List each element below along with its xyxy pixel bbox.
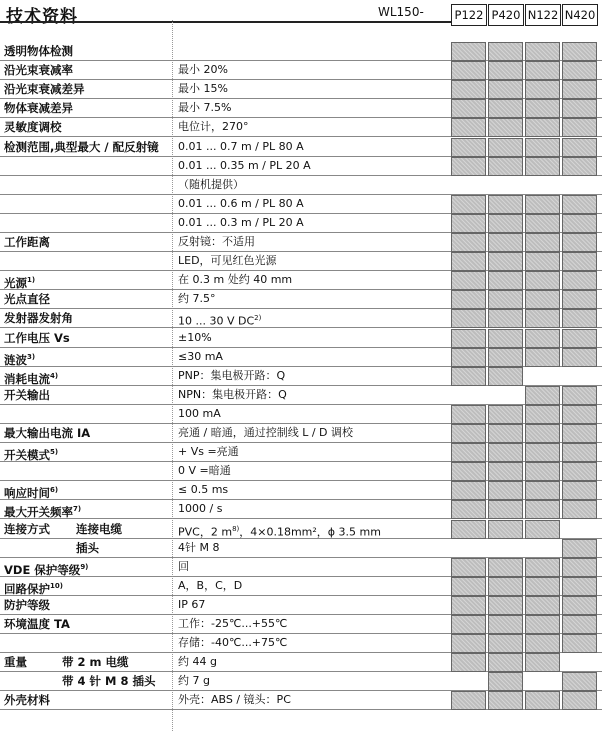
- applicability-cell-P420: [488, 99, 523, 118]
- applicability-cell-N122: [525, 118, 560, 137]
- spec-row: [0, 289, 602, 309]
- applicability-cell-N122: [525, 500, 560, 519]
- spec-label: 外壳材料: [4, 693, 50, 708]
- spec-value: [178, 690, 291, 709]
- applicability-cell-P420: [488, 672, 523, 691]
- applicability-cell-N122: [525, 214, 560, 233]
- spec-row: [0, 652, 602, 672]
- column-header-0: P122: [451, 4, 487, 26]
- applicability-cell-N122: [525, 443, 560, 462]
- spec-value: [178, 652, 217, 671]
- spec-row: [0, 270, 602, 290]
- spec-value: [178, 671, 210, 690]
- spec-value-text: 10 ... 30 V DC: [178, 315, 255, 329]
- applicability-cell-P122: [451, 214, 486, 233]
- spec-value: [178, 347, 223, 366]
- header-rule: [0, 21, 456, 23]
- applicability-cell-N420: [562, 80, 597, 99]
- spec-value-text: 回: [178, 559, 189, 573]
- applicability-cell-N122: [525, 481, 560, 500]
- spec-row: [0, 156, 602, 176]
- applicability-cell-P420: [488, 195, 523, 214]
- spec-value: [178, 251, 277, 270]
- spec-value-text: LED，可见红色光源: [178, 254, 277, 268]
- spec-value-text: 0.01 ... 0.3 m / PL 20 A: [178, 215, 304, 229]
- applicability-cell-N420: [562, 424, 597, 443]
- spec-value: [178, 538, 219, 557]
- spec-value-text: （随机提供）: [178, 177, 244, 191]
- spec-label: 沿光束衰减差异: [4, 82, 85, 97]
- spec-value: [178, 232, 255, 251]
- applicability-cell-N420: [562, 539, 597, 558]
- applicability-cell-N420: [562, 271, 597, 290]
- applicability-cell-P122: [451, 596, 486, 615]
- spec-value-text: IP 67: [178, 597, 206, 611]
- applicability-cell-N122: [525, 634, 560, 653]
- spec-value: [178, 595, 205, 614]
- applicability-cell-P122: [451, 520, 486, 539]
- applicability-cell-N122: [525, 405, 560, 424]
- applicability-cell-N122: [525, 558, 560, 577]
- spec-row: [0, 194, 602, 214]
- applicability-cell-P122: [451, 691, 486, 710]
- applicability-cell-N420: [562, 558, 597, 577]
- footnote-ref: 3): [27, 352, 36, 361]
- applicability-cell-P122: [451, 405, 486, 424]
- applicability-cell-P122: [451, 367, 486, 386]
- spec-label: 工作电压 Vs: [4, 330, 70, 345]
- footnote-ref: 7): [73, 505, 82, 514]
- spec-value-text: 0 V =暗通: [178, 464, 231, 478]
- applicability-cell-P122: [451, 615, 486, 634]
- spec-sublabel: 带 4 针 M 8 插头: [62, 674, 156, 689]
- spec-value: [178, 385, 287, 404]
- spec-value-text: 0.01 ... 0.7 m / PL 80 A: [178, 139, 304, 153]
- applicability-cell-P122: [451, 577, 486, 596]
- spec-value: [178, 614, 287, 633]
- column-header-2: N122: [525, 4, 561, 26]
- applicability-cell-P122: [451, 61, 486, 80]
- applicability-cell-N122: [525, 61, 560, 80]
- spec-value: [178, 423, 353, 442]
- footnote-ref: 6): [50, 486, 59, 495]
- applicability-cell-N122: [525, 596, 560, 615]
- applicability-cell-N420: [562, 252, 597, 271]
- spec-value: [178, 175, 244, 194]
- applicability-cell-N420: [562, 386, 597, 405]
- spec-row: [0, 557, 602, 577]
- applicability-cell-N122: [525, 424, 560, 443]
- applicability-cell-N122: [525, 653, 560, 672]
- spec-row: [0, 576, 602, 596]
- spec-row: [0, 251, 602, 271]
- applicability-cell-N122: [525, 252, 560, 271]
- spec-value: [178, 60, 228, 79]
- applicability-cell-P420: [488, 214, 523, 233]
- spec-label: VDE 保护等级$^{9)}$: [4, 562, 89, 577]
- spec-row: [0, 423, 602, 443]
- applicability-cell-P420: [488, 615, 523, 634]
- applicability-cell-P420: [488, 61, 523, 80]
- applicability-cell-N420: [562, 405, 597, 424]
- spec-value: [178, 289, 216, 308]
- applicability-cell-N122: [525, 290, 560, 309]
- applicability-cell-N420: [562, 42, 597, 61]
- spec-value-text: 存储：-40℃...+75℃: [178, 636, 288, 650]
- applicability-cell-P122: [451, 138, 486, 157]
- spec-row: [0, 60, 602, 80]
- spec-value-text: 反射镜：不适用: [178, 235, 255, 248]
- spec-label: 物体衰减差异: [4, 101, 73, 116]
- spec-value-text: NPN：集电极开路：Q: [178, 387, 287, 401]
- applicability-cell-P420: [488, 309, 523, 328]
- applicability-cell-P122: [451, 195, 486, 214]
- applicability-cell-P420: [488, 80, 523, 99]
- applicability-cell-N122: [525, 348, 560, 367]
- applicability-cell-P420: [488, 233, 523, 252]
- applicability-cell-P122: [451, 558, 486, 577]
- applicability-cell-P420: [488, 653, 523, 672]
- applicability-cell-P122: [451, 252, 486, 271]
- column-header-3: N420: [562, 4, 598, 26]
- applicability-cell-N420: [562, 615, 597, 634]
- applicability-cell-N420: [562, 118, 597, 137]
- applicability-cell-P420: [488, 367, 523, 386]
- spec-value: [178, 404, 221, 423]
- spec-value: [178, 576, 242, 595]
- applicability-cell-N420: [562, 290, 597, 309]
- applicability-cell-P420: [488, 520, 523, 539]
- spec-row: [0, 98, 602, 118]
- applicability-cell-P420: [488, 348, 523, 367]
- applicability-cell-N122: [525, 80, 560, 99]
- spec-label: 工作距离: [4, 235, 50, 249]
- spec-label: 光点直径: [4, 292, 50, 307]
- applicability-cell-N122: [525, 386, 560, 405]
- applicability-cell-N420: [562, 500, 597, 519]
- spec-value: [178, 194, 304, 213]
- applicability-cell-P122: [451, 424, 486, 443]
- applicability-cell-N122: [525, 520, 560, 539]
- spec-label: 检测范围,典型最大 / 配反射镜: [4, 139, 159, 154]
- applicability-cell-N420: [562, 157, 597, 176]
- spec-label: 消耗电流$^{4)}$: [4, 371, 59, 386]
- spec-value-tail: ，4×0.18mm²，ϕ 3.5 mm: [239, 525, 381, 539]
- spec-label: 开关模式$^{5)}$: [4, 447, 59, 462]
- spec-value-text: PNP：集电极开路：Q: [178, 368, 286, 382]
- applicability-cell-N420: [562, 348, 597, 367]
- applicability-cell-N420: [562, 61, 597, 80]
- spec-label: 灵敏度调校: [4, 120, 62, 135]
- spec-value-text: 工作：-25℃...+55℃: [178, 617, 288, 630]
- spec-row: [0, 385, 602, 405]
- footnote-ref: 5): [50, 448, 59, 457]
- spec-value-text: 在 0.3 m 处约 40 mm: [178, 273, 293, 287]
- spec-value-text: ±10%: [178, 330, 212, 344]
- applicability-cell-P122: [451, 462, 486, 481]
- spec-value: [178, 79, 228, 98]
- spec-row: [0, 633, 602, 653]
- applicability-cell-P122: [451, 481, 486, 500]
- spec-value: [178, 480, 228, 499]
- applicability-cell-N122: [525, 157, 560, 176]
- spec-row: [0, 519, 602, 539]
- applicability-cell-P122: [451, 99, 486, 118]
- applicability-cell-N420: [562, 195, 597, 214]
- model-prefix: WL150-: [378, 5, 424, 19]
- spec-label: 沿光束衰减率: [4, 63, 73, 78]
- spec-label: 环境温度 TA: [4, 617, 70, 631]
- applicability-cell-P122: [451, 233, 486, 252]
- spec-value-text: 0.01 ... 0.35 m / PL 20 A: [178, 158, 311, 172]
- spec-sublabel: 带 2 m 电缆: [62, 655, 129, 670]
- spec-value: [178, 633, 287, 652]
- applicability-cell-P420: [488, 290, 523, 309]
- spec-row: [0, 690, 602, 710]
- footnote-ref: 4): [50, 371, 59, 380]
- spec-row: [0, 595, 602, 615]
- spec-row: [0, 404, 602, 424]
- spec-label: 重量: [4, 655, 27, 670]
- spec-label: 防护等级: [4, 597, 50, 612]
- applicability-cell-N122: [525, 309, 560, 328]
- spec-row: [0, 347, 602, 367]
- applicability-cell-N122: [525, 195, 560, 214]
- applicability-cell-P122: [451, 157, 486, 176]
- spec-value-text: 100 mA: [178, 406, 221, 420]
- spec-sublabel: 连接电缆: [76, 521, 122, 536]
- spec-label: 涟波$^{3)}$: [4, 352, 36, 367]
- spec-row: [0, 137, 602, 157]
- applicability-cell-N420: [562, 138, 597, 157]
- spec-label: 最大开关频率$^{7)}$: [4, 505, 82, 520]
- footnote-ref: 9): [80, 562, 89, 571]
- spec-row: [0, 328, 602, 348]
- spec-label: 开关输出: [4, 387, 50, 402]
- applicability-cell-P122: [451, 348, 486, 367]
- spec-value: [178, 137, 304, 156]
- spec-row: [0, 538, 602, 558]
- applicability-cell-N122: [525, 329, 560, 348]
- applicability-cell-N420: [562, 577, 597, 596]
- applicability-cell-P420: [488, 558, 523, 577]
- spec-value: [178, 328, 212, 347]
- applicability-cell-N420: [562, 233, 597, 252]
- spec-value: [178, 499, 222, 518]
- spec-value-text: 亮通 / 暗通，通过控制线 L / D 调校: [178, 426, 353, 439]
- applicability-cell-P122: [451, 271, 486, 290]
- spec-row: [0, 308, 602, 328]
- applicability-cell-P420: [488, 691, 523, 710]
- applicability-cell-N122: [525, 42, 560, 61]
- applicability-cell-N122: [525, 615, 560, 634]
- spec-value-text: 约 7.5°: [178, 292, 216, 306]
- applicability-cell-N420: [562, 672, 597, 691]
- applicability-cell-P122: [451, 42, 486, 61]
- applicability-cell-N420: [562, 329, 597, 348]
- spec-sublabel: 插头: [76, 540, 99, 555]
- spec-value: [178, 308, 261, 327]
- applicability-cell-P420: [488, 634, 523, 653]
- spec-row: [0, 41, 602, 61]
- applicability-cell-N122: [525, 233, 560, 252]
- spec-value-text: 约 7 g: [178, 674, 210, 688]
- spec-label: 连接方式: [4, 521, 50, 536]
- spec-row: [0, 79, 602, 99]
- spec-value-text: + Vs =亮通: [178, 445, 239, 459]
- applicability-cell-P420: [488, 138, 523, 157]
- applicability-cell-P122: [451, 500, 486, 519]
- applicability-cell-N420: [562, 462, 597, 481]
- applicability-cell-P420: [488, 443, 523, 462]
- spec-value-text: 最小 20%: [178, 63, 228, 77]
- applicability-cell-P122: [451, 443, 486, 462]
- spec-value-text: ≤ 0.5 ms: [178, 483, 229, 497]
- spec-row: [0, 442, 602, 462]
- applicability-cell-N420: [562, 99, 597, 118]
- applicability-cell-P122: [451, 80, 486, 99]
- spec-row: [0, 213, 602, 233]
- applicability-cell-P420: [488, 596, 523, 615]
- applicability-cell-N420: [562, 596, 597, 615]
- spec-value-text: 0.01 ... 0.6 m / PL 80 A: [178, 196, 304, 210]
- applicability-cell-N122: [525, 99, 560, 118]
- spec-value-text: PVC，2 m: [178, 525, 233, 539]
- spec-value-text: 最小 7.5%: [178, 101, 232, 115]
- spec-value: [178, 461, 231, 480]
- spec-value: [178, 270, 292, 289]
- spec-value-text: 最小 15%: [178, 82, 228, 96]
- applicability-cell-P420: [488, 118, 523, 137]
- spec-row: [0, 461, 602, 481]
- applicability-cell-N122: [525, 138, 560, 157]
- spec-value-text: ≤30 mA: [178, 349, 223, 363]
- spec-row: [0, 480, 602, 500]
- spec-value-text: A，B，C，D: [178, 578, 243, 592]
- spec-value-text: 电位计，270°: [178, 120, 249, 134]
- applicability-cell-N420: [562, 634, 597, 653]
- spec-row: [0, 117, 602, 137]
- spec-row: [0, 499, 602, 519]
- spec-value: [178, 366, 285, 385]
- spec-value: [178, 98, 231, 117]
- applicability-cell-N420: [562, 481, 597, 500]
- spec-value-text: 外壳：ABS / 镜头：PC: [178, 693, 291, 707]
- applicability-cell-N122: [525, 691, 560, 710]
- spec-value-text: 4针 M 8: [178, 540, 220, 554]
- column-header-1: P420: [488, 4, 524, 26]
- spec-value: [178, 213, 304, 232]
- spec-value-text: 约 44 g: [178, 655, 217, 669]
- spec-value: [178, 117, 249, 136]
- spec-label: 发射器发射角: [4, 311, 73, 326]
- footnote-ref: 8): [232, 524, 240, 533]
- applicability-cell-N122: [525, 462, 560, 481]
- spec-row: [0, 232, 602, 252]
- spec-value: [178, 442, 239, 461]
- applicability-cell-N420: [562, 691, 597, 710]
- spec-label: 透明物体检测: [4, 44, 73, 58]
- applicability-cell-N420: [562, 443, 597, 462]
- applicability-cell-P420: [488, 424, 523, 443]
- applicability-cell-P420: [488, 252, 523, 271]
- applicability-cell-P420: [488, 405, 523, 424]
- spec-row: [0, 366, 602, 386]
- applicability-cell-P420: [488, 271, 523, 290]
- applicability-cell-N122: [525, 271, 560, 290]
- applicability-cell-P122: [451, 290, 486, 309]
- spec-label: 最大输出电流 IA: [4, 426, 91, 440]
- applicability-cell-P420: [488, 577, 523, 596]
- spec-label: 回路保护$^{10)}$: [4, 581, 63, 596]
- spec-value: [178, 557, 189, 576]
- spec-label: 光源$^{1)}$: [4, 276, 36, 291]
- applicability-cell-N420: [562, 309, 597, 328]
- applicability-cell-P122: [451, 118, 486, 137]
- spec-value: [178, 156, 311, 175]
- spec-value-text: 1000 / s: [178, 502, 223, 516]
- applicability-cell-N122: [525, 577, 560, 596]
- header-title: 技术资料: [6, 7, 78, 27]
- applicability-cell-P122: [451, 634, 486, 653]
- applicability-cell-P122: [451, 329, 486, 348]
- applicability-cell-P420: [488, 329, 523, 348]
- spec-row: [0, 614, 602, 634]
- applicability-cell-P122: [451, 309, 486, 328]
- spec-row: [0, 671, 602, 691]
- applicability-cell-P420: [488, 42, 523, 61]
- applicability-cell-P420: [488, 462, 523, 481]
- applicability-cell-P420: [488, 157, 523, 176]
- spec-row: [0, 175, 602, 195]
- applicability-cell-P420: [488, 500, 523, 519]
- footnote-ref: 1): [27, 276, 36, 285]
- footnote-ref: 2): [254, 314, 262, 323]
- applicability-cell-P420: [488, 481, 523, 500]
- spec-value: [178, 519, 381, 538]
- spec-label: 响应时间$^{6)}$: [4, 486, 59, 501]
- applicability-cell-N420: [562, 214, 597, 233]
- footnote-ref: 10): [50, 581, 63, 590]
- applicability-cell-P122: [451, 653, 486, 672]
